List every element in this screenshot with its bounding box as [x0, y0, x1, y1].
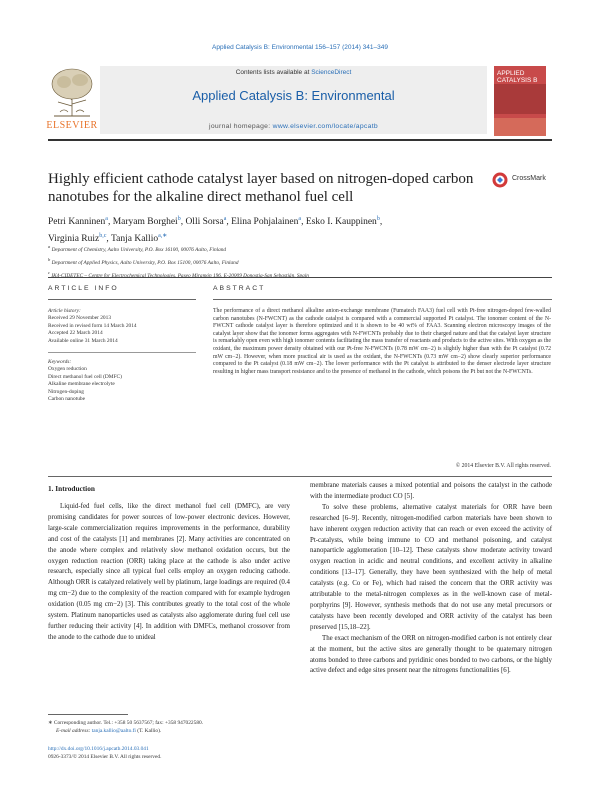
email-link[interactable]: tanja.kallio@aalto.fi	[91, 728, 136, 734]
author-list: Petri Kanninen$^a$, Maryam Borghei$^b$, Olli Sorsa$^a$, Elina Pohjalainen$^a$, Esko I. Kauppinen$^b$, Virginia Ruiz$^{b,c}$, Tanja Kallio$^{a,∗}$	[48, 216, 383, 245]
author-name[interactable]: Tanja Kallio	[111, 234, 159, 245]
abstract-rule	[213, 299, 552, 300]
author-name[interactable]: Elina Pohjalainen	[231, 217, 299, 228]
contents-line	[100, 69, 487, 76]
keyword-item: Nitrogen-doping	[48, 388, 84, 395]
keyword-item: Direct methanol fuel cell (DMFC)	[48, 373, 122, 380]
sciencedirect-link[interactable]: ScienceDirect	[311, 69, 352, 76]
email-line	[48, 727, 288, 735]
contents-prefix: Contents lists available at	[235, 69, 312, 76]
corresponding-author-note: ∗ Corresponding author. Tel.: +358 50 5637567; fax: +358 947022580.	[48, 720, 204, 726]
homepage-link[interactable]: www.elsevier.com/locate/apcatb	[272, 123, 378, 130]
cover-title: APPLIED CATALYSIS B	[497, 70, 538, 84]
cover-band	[494, 84, 546, 114]
email-label: E-mail address:	[56, 728, 92, 734]
author-name[interactable]: Maryam Borghei	[112, 217, 178, 228]
intro-paragraph: To solve these problems, alternative catalyst materials for ORR have been researched [6–9]. Recently, nitrogen-modified carbon materials have been shown to have inherent oxygen reduction activity that can reach or even exceed the activity of Pt-catalysts, while being immune to CO and methanol poisoning, and catalyst nanoparticle agglomeration [10–12]. These catalysts show moderate activity toward oxygen reaction in acidic and neutral conditions, and excellent activity in alkaline conditions [13–17]. Generally, they have been synthesized with the help of metal catalysts (e.g. Co or Fe), which had raised the concern that the ORR activity was attributable to the metal-nitrogen complexes as in the well-known case of metal-porphyrins [9]. However, synthesis methods that do not use any metal precursors or catalysts have been recently developed and ORR activity of the catalyst has been preserved [15,18–22].	[310, 503, 552, 631]
affiliation-marker: a	[48, 244, 51, 249]
author-affil-marker[interactable]: a,∗	[158, 233, 168, 240]
abstract-text: The performance of a direct methanol alkaline anion-exchange membrane (Fumatech FAA3) fuel cell with Pt-free nitrogen-doped few-walled carbon nanotubes (N-FWCNT) as the cathode catalyst is compared with a commercial supported Pt catalyst. The ionomer content of the N-FWCNT cathode catalyst layer is therefore optimized and it is shown to be 40 wt% of FAA3. Scanning electron microscopy images of the catalyst layer show that the ionomer forms aggregates with N-FWCNTs probably due to their charged nature and that the catalyst layer structure is remarkably open even with high ionomer contents facilitating the mass transfer of reactants and products to the active sites. With oxygen as the oxidant, the maximum power density obtained with our Pt-free N-FWCNTs (0.78 mW cm−2) is slightly higher than with the Pt catalyst (0.72 mW cm−2). However, when more practical air is used as the oxidant, the N-FWCNTs (0.73 mW cm−2) show clearly superior performance compared to the Pt catalyst (0.18 mW cm−2). The lower performance with the Pt catalyst is attributed to the denser electrode layer structure resulting in higher mass transport resistance and to the presence of methanol in the cathode, which poisons the Pt but not the N-FWCNTs.	[213, 308, 551, 375]
keyword-item: Oxygen reduction	[48, 366, 87, 373]
author-affil-marker[interactable]: a	[298, 216, 302, 222]
keyword-item: Alkaline membrane electrolyte	[48, 381, 115, 388]
abstract-heading: ABSTRACT	[213, 285, 266, 292]
keyword-item: Carbon nanotube	[48, 396, 85, 403]
publisher-wordmark: ELSEVIER	[46, 120, 98, 131]
intro-paragraph: The exact mechanism of the ORR on nitrogen-modified carbon is not entirely clear at the moment, but the active sites are generally thought to be quaternary nitrogen atoms bonded to three carbons and pyridinic ones bonded to two carbons, or the highly active defect and edge sites present near the nitrogens functionalities [6].	[310, 634, 552, 675]
right-column	[310, 481, 552, 677]
author-affil-marker[interactable]: a	[223, 216, 227, 222]
affiliation-marker: b	[48, 256, 51, 262]
elsevier-tree-logo-icon	[48, 66, 96, 118]
affiliation-text: Department of Chemistry, Aalto University, P.O. Box 16100, 00076 Aalto, Finland	[51, 246, 227, 253]
affiliation-text: Department of Applied Physics, Aalto University, P.O. Box 15100, 00076 Aalto, Finland	[51, 259, 239, 266]
email-suffix: (T. Kallio).	[135, 728, 162, 734]
article-title: Highly efficient cathode catalyst layer based on nitrogen-doped carbon nanotubes for the alkaline direct methanol fuel cell	[48, 171, 474, 205]
crossmark-icon	[492, 172, 508, 188]
author-name[interactable]: Esko I. Kauppinen	[305, 217, 377, 228]
author-affil-marker[interactable]: b	[177, 216, 181, 222]
author-name[interactable]: Virginia Ruiz	[48, 234, 100, 245]
affiliation-item	[48, 242, 568, 255]
author-name[interactable]: Petri Kanninen	[48, 217, 106, 228]
affiliation-marker: c	[48, 269, 50, 275]
affiliation-item	[48, 255, 568, 268]
crossmark-label: CrossMark	[512, 175, 546, 182]
history-label: Article history:	[48, 308, 81, 314]
author-affil-marker[interactable]: b,c	[99, 233, 107, 240]
history-item: Received 29 November 2013	[48, 315, 112, 322]
doi-link[interactable]: http://dx.doi.org/10.1016/j.apcatb.2014.03.041	[48, 746, 149, 752]
journal-citation[interactable]: Applied Catalysis B: Environmental 156–157 (2014) 341–349	[212, 44, 388, 51]
cover-band-lower	[494, 118, 546, 136]
history-item: Available online 31 March 2014	[48, 337, 118, 344]
author-name[interactable]: Olli Sorsa	[185, 217, 224, 228]
intro-paragraph: Liquid-fed fuel cells, like the direct methanol fuel cell (DMFC), are very promising candidates for power sources of low-power electronic devices. However, large-scale commercialization requires improvements in the performance, durability and cost of the catalysts [1] and membranes [2]. Many activities are concentrated on the anode where complex and relatively slow methanol oxidation occurs, but the oxygen reduction reaction (ORR) taking place at the cathode is also under active research, especially since all typical fuel cells employ an oxygen reducing cathode. Although ORR is catalyzed relatively well by platinum, large loadings are required (0.4 mg cm−2) due to the complexity of the reaction compared with for example hydrogen oxidation (0.05 mg cm−2) [3]. This contributes greatly to the total cost of the whole system. Platinum nanoparticles used as catalysts also agglomerate during fuel cell use further reducing their activity [4]. In addition with DMFCs, methanol crossover from the anode to the cathode due to unideal	[48, 503, 290, 641]
journal-cover-thumbnail	[494, 66, 546, 136]
header-rule	[48, 139, 552, 141]
homepage-label: journal homepage:	[209, 123, 273, 130]
affiliation-rule	[48, 277, 552, 278]
affiliation-text: IK4-CIDETEC – Centre for Electrochemical Technologies, Paseo Miramón 196, E-20009 Donostia-San Sebastián, Spain	[51, 272, 309, 279]
author-affil-marker[interactable]: b	[376, 216, 380, 222]
history-item: Accepted 22 March 2014	[48, 330, 103, 337]
history-item: Received in revised form 14 March 2014	[48, 322, 137, 329]
abstract-copyright: © 2014 Elsevier B.V. All rights reserved.	[455, 463, 551, 469]
journal-homepage	[100, 123, 487, 130]
article-info-heading: ARTICLE INFO	[48, 285, 119, 292]
journal-title: Applied Catalysis B: Environmental	[192, 88, 395, 103]
issn-line: 0926-3373/© 2014 Elsevier B.V. All rights reserved.	[48, 754, 162, 760]
keywords-divider	[48, 352, 196, 354]
article-info	[48, 308, 188, 403]
crossmark-badge[interactable]	[492, 172, 554, 188]
abstract-bottom-rule	[48, 476, 552, 477]
intro-heading: 1. Introduction	[48, 484, 95, 493]
keywords-label: Keywords:	[48, 359, 72, 366]
article-info-rule	[48, 299, 196, 300]
intro-paragraph: membrane materials causes a mixed potential and poisons the catalyst in the cathode with the intermediate product CO [5].	[310, 482, 552, 500]
footnotes	[48, 719, 288, 735]
doi-block	[48, 745, 348, 761]
author-affil-marker[interactable]: a	[105, 216, 108, 222]
affiliation-item	[48, 268, 568, 281]
footnote-rule	[48, 714, 128, 715]
affiliations	[48, 242, 568, 280]
